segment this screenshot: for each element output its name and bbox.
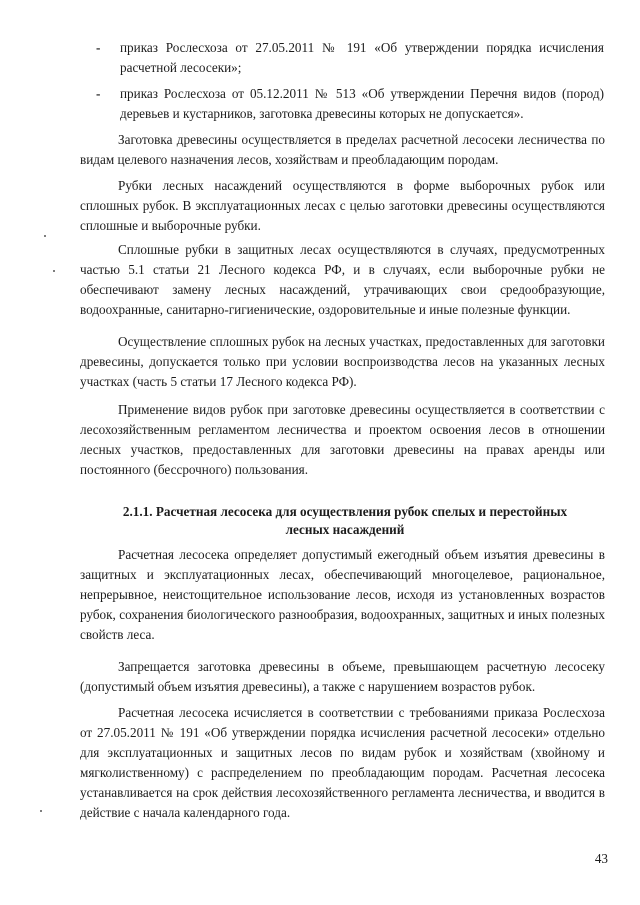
- scan-speck: [53, 270, 55, 272]
- scan-speck: [40, 810, 42, 812]
- page-number: 43: [594, 851, 608, 866]
- paragraph: Рубки лесных насаждений осуществляются в форме выборочных рубок или сплошных рубок. В эксплуатационных лесах с целью заготовки древесины осуществляются сплошные и выборочные рубки.: [80, 178, 605, 233]
- bullet-item: приказ Рослесхоза от 05.12.2011 № 513 «Об утверждении Перечня видов (пород) деревьев и кустарников, заготовка древесины которых не допускается».: [120, 86, 604, 121]
- paragraph: Осуществление сплошных рубок на лесных участках, предоставленных для заготовки древесины, допускается только при условии воспроизводства лесов на указанных лесных участках (часть 5 статьи 17 Лесного кодекса РФ).: [80, 334, 605, 389]
- paragraph: Расчетная лесосека определяет допустимый ежегодный объем изъятия древесины в защитных и эксплуатационных лесах, обеспечивающий многоцелевое, рациональное, непрерывное, неистощительное использование лесов, исходя из установленных возрастов рубок, сохранения биологического разнообразия, водоохранных, защитных и иных полезных свойств леса.: [80, 547, 605, 642]
- bullet-item: приказ Рослесхоза от 27.05.2011 № 191 «Об утверждении порядка исчисления расчетной лесосеки»;: [120, 40, 604, 75]
- scan-speck: [44, 235, 46, 237]
- bullet-marker: -: [96, 86, 101, 101]
- bullet-marker: -: [96, 40, 101, 55]
- paragraph: Применение видов рубок при заготовке древесины осуществляется в соответствии с лесохозяйственным регламентом лесничества и проектом освоения лесов в отношении лесных участков, предоставленных для заготовки древесины на правах аренды или постоянного (бессрочного) пользования.: [80, 402, 605, 477]
- paragraph: Расчетная лесосека исчисляется в соответствии с требованиями приказа Рослесхоза от 27.05.2011 № 191 «Об утверждении порядка исчисления расчетной лесосеки» отдельно для эксплуатационных и защитных лесов по видам рубок и хозяйствам (хвойному и мягколиственному) с распределением по преобладающим породам. Расчетная лесосека устанавливается на срок действия лесохозяйственного регламента лесничества, и вводится в действие с начала календарного года.: [80, 705, 605, 820]
- paragraph: Заготовка древесины осуществляется в пределах расчетной лесосеки лесничества по видам целевого назначения лесов, хозяйствам и преобладающим породам.: [80, 132, 605, 167]
- paragraph: Запрещается заготовка древесины в объеме, превышающем расчетную лесосеку (допустимый объем изъятия древесины), а также с нарушением возрастов рубок.: [80, 659, 605, 694]
- section-heading: 2.1.1. Расчетная лесосека для осуществления рубок спелых и перестойных лесных насаждений: [122, 504, 568, 537]
- paragraph: Сплошные рубки в защитных лесах осуществляются в случаях, предусмотренных частью 5.1 статьи 21 Лесного кодекса РФ, и в случаях, если выборочные рубки не обеспечивают замену лесных насаждений, утрачивающих свои средообразующие, водоохранные, санитарно-гигиенические, оздоровительные и иные полезные функции.: [80, 242, 605, 317]
